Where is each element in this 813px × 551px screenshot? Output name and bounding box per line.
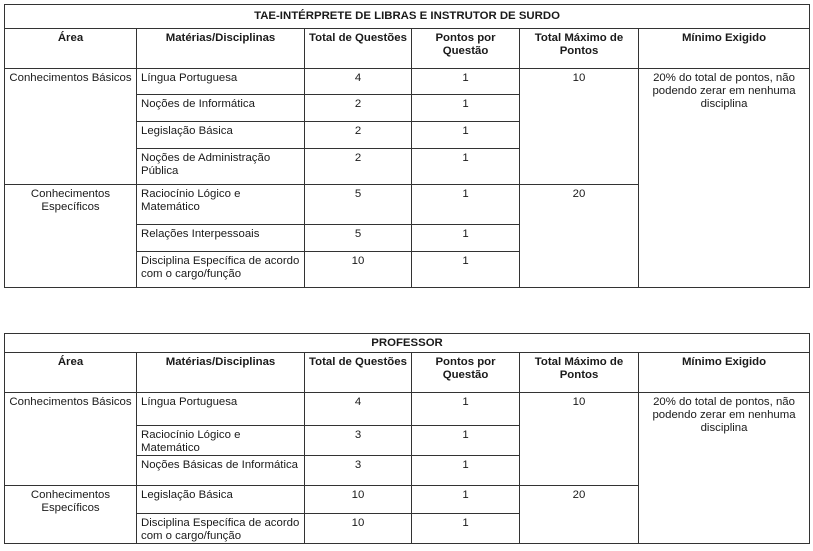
pontos-cell: 1 — [412, 225, 520, 252]
questoes-cell: 2 — [305, 122, 412, 149]
total-maximo-cell: 10 — [520, 69, 639, 185]
materia-cell: Disciplina Específica de acordo com o cargo/função — [137, 514, 305, 544]
questoes-cell: 2 — [305, 95, 412, 122]
materia-cell: Disciplina Específica de acordo com o cargo/função — [137, 252, 305, 288]
total-maximo-cell: 20 — [520, 486, 639, 544]
materia-cell: Noções de Administração Pública — [137, 149, 305, 185]
questoes-cell: 2 — [305, 149, 412, 185]
questoes-cell: 5 — [305, 225, 412, 252]
questoes-cell: 4 — [305, 69, 412, 95]
total-maximo-cell: 10 — [520, 393, 639, 486]
materia-cell: Raciocínio Lógico e Matemático — [137, 426, 305, 456]
questoes-cell: 3 — [305, 426, 412, 456]
area-cell: Conhecimentos Específicos — [5, 185, 137, 288]
questoes-cell: 10 — [305, 252, 412, 288]
header-area: Área — [5, 353, 137, 393]
table-tae-interprete — [4, 4, 810, 288]
table-row — [5, 393, 810, 426]
table-title: PROFESSOR — [5, 334, 810, 353]
header-minimo: Mínimo Exigido — [639, 29, 810, 69]
header-total-maximo: Total Máximo de Pontos — [520, 353, 639, 393]
table-row — [5, 69, 810, 95]
questoes-cell: 10 — [305, 514, 412, 544]
area-cell: Conhecimentos Básicos — [5, 393, 137, 486]
materia-cell: Legislação Básica — [137, 122, 305, 149]
pontos-cell: 1 — [412, 149, 520, 185]
materia-cell: Relações Interpessoais — [137, 225, 305, 252]
minimo-cell: 20% do total de pontos, não podendo zerar em nenhuma disciplina — [639, 69, 810, 288]
pontos-cell: 1 — [412, 426, 520, 456]
questoes-cell: 10 — [305, 486, 412, 514]
materia-cell: Noções de Informática — [137, 95, 305, 122]
materia-cell: Noções Básicas de Informática — [137, 456, 305, 486]
materia-cell: Língua Portuguesa — [137, 69, 305, 95]
pontos-cell: 1 — [412, 486, 520, 514]
pontos-cell: 1 — [412, 393, 520, 426]
questoes-cell: 5 — [305, 185, 412, 225]
pontos-cell: 1 — [412, 95, 520, 122]
header-total-questoes: Total de Questões — [305, 353, 412, 393]
area-cell: Conhecimentos Específicos — [5, 486, 137, 544]
pontos-cell: 1 — [412, 69, 520, 95]
questoes-cell: 3 — [305, 456, 412, 486]
table-title: TAE-INTÉRPRETE DE LIBRAS E INSTRUTOR DE SURDO — [5, 5, 810, 29]
pontos-cell: 1 — [412, 252, 520, 288]
header-minimo: Mínimo Exigido — [639, 353, 810, 393]
materia-cell: Legislação Básica — [137, 486, 305, 514]
header-total-maximo: Total Máximo de Pontos — [520, 29, 639, 69]
materia-cell: Raciocínio Lógico e Matemático — [137, 185, 305, 225]
pontos-cell: 1 — [412, 122, 520, 149]
total-maximo-cell: 20 — [520, 185, 639, 288]
area-cell: Conhecimentos Básicos — [5, 69, 137, 185]
pontos-cell: 1 — [412, 185, 520, 225]
questoes-cell: 4 — [305, 393, 412, 426]
header-area: Área — [5, 29, 137, 69]
pontos-cell: 1 — [412, 456, 520, 486]
header-materias: Matérias/Disciplinas — [137, 29, 305, 69]
pontos-cell: 1 — [412, 514, 520, 544]
header-pontos-questao: Pontos por Questão — [412, 353, 520, 393]
header-total-questoes: Total de Questões — [305, 29, 412, 69]
table-professor — [4, 333, 810, 544]
header-pontos-questao: Pontos por Questão — [412, 29, 520, 69]
minimo-cell: 20% do total de pontos, não podendo zerar em nenhuma disciplina — [639, 393, 810, 544]
materia-cell: Língua Portuguesa — [137, 393, 305, 426]
header-materias: Matérias/Disciplinas — [137, 353, 305, 393]
